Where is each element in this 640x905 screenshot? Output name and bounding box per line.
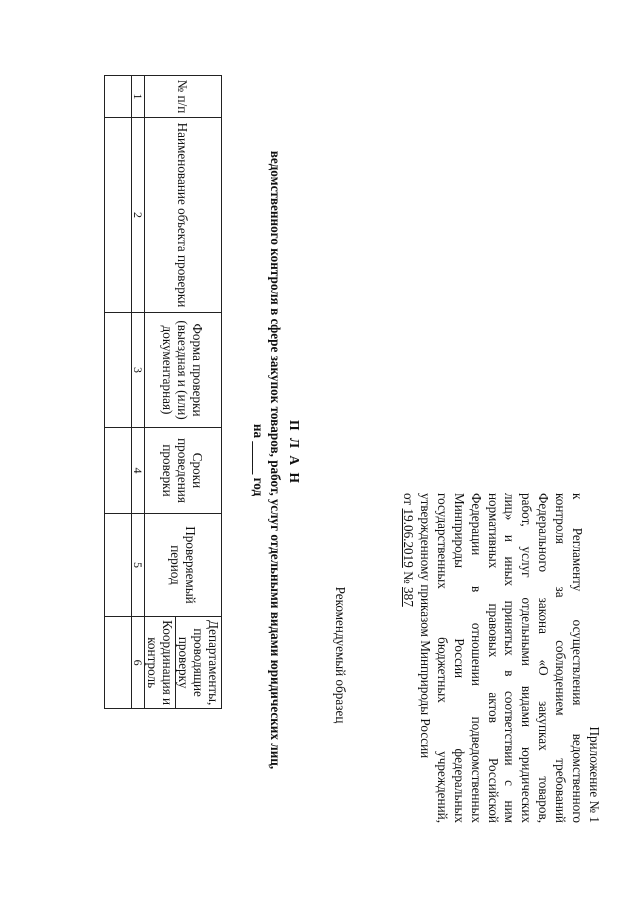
appendix-line: Минприроды России федеральных: [451, 493, 467, 823]
appendix-line: к Регламенту осуществления ведомственного: [570, 493, 586, 823]
table-cell: [105, 514, 132, 617]
table-header-row: [176, 76, 222, 709]
appendix-line: Федерации в отношении подведомственных: [468, 493, 484, 823]
header-terms: Сроки проведения проверки: [145, 428, 222, 514]
header-object: Наименование объекта проверки: [145, 118, 222, 313]
column-number: 2: [132, 118, 145, 313]
table-cell: [105, 617, 132, 709]
table-cell: [105, 118, 132, 313]
header-departments: Департаменты, проводящие проверку: [176, 617, 222, 709]
appendix-line: лиц» и иных принятых в соответствии с ним: [502, 493, 518, 823]
header-period: Проверяемый период: [145, 514, 222, 617]
header-coordination: Координация и контроль: [145, 617, 176, 709]
table-row: [132, 76, 145, 709]
appendix-line: утвержденному приказом Минприроды России: [417, 493, 433, 759]
appendix-line: нормативных правовых актов Российской: [485, 493, 501, 823]
table-row: [105, 76, 132, 709]
order-date: 19.06.2019: [401, 508, 417, 568]
column-number: 6: [132, 617, 145, 709]
plan-table: [104, 75, 222, 709]
column-number: 4: [132, 428, 145, 514]
appendix-line: Федерального закона «О закупках товаров,: [536, 493, 552, 823]
column-number: 3: [132, 313, 145, 428]
number-label: №: [401, 571, 417, 584]
plan-subtitle-text: ведомственного контроля в сфере закупок товаров, работ, услуг отдельными видами юридических лиц,: [268, 150, 283, 770]
year-blank: _____: [251, 441, 266, 475]
sample-label: Рекомендуемый образец: [333, 586, 348, 724]
order-number: 387: [401, 587, 417, 607]
appendix-block: [399, 493, 602, 823]
year-prefix: на: [251, 423, 266, 439]
appendix-line: государственных бюджетных учреждений,: [434, 493, 450, 823]
appendix-date-line: [399, 493, 416, 823]
table-cell: [105, 76, 132, 118]
plan-subtitle: [250, 100, 284, 820]
column-number: 1: [132, 76, 145, 118]
appendix-line: контроля за соблюдением требований: [553, 493, 569, 823]
plan-year-line: [250, 100, 267, 820]
header-form: Форма проверки (выездная и (или) документарная): [145, 313, 222, 428]
table-cell: [105, 313, 132, 428]
header-num: № п/п: [145, 76, 222, 118]
column-number: 5: [132, 514, 145, 617]
date-prefix: от: [401, 493, 417, 506]
year-suffix: год: [251, 477, 266, 497]
table-cell: [105, 428, 132, 514]
appendix-header: Приложение № 1: [587, 726, 602, 823]
appendix-line: работ, услуг отдельными видами юридических: [519, 493, 535, 823]
plan-title: П Л А Н: [287, 420, 302, 485]
